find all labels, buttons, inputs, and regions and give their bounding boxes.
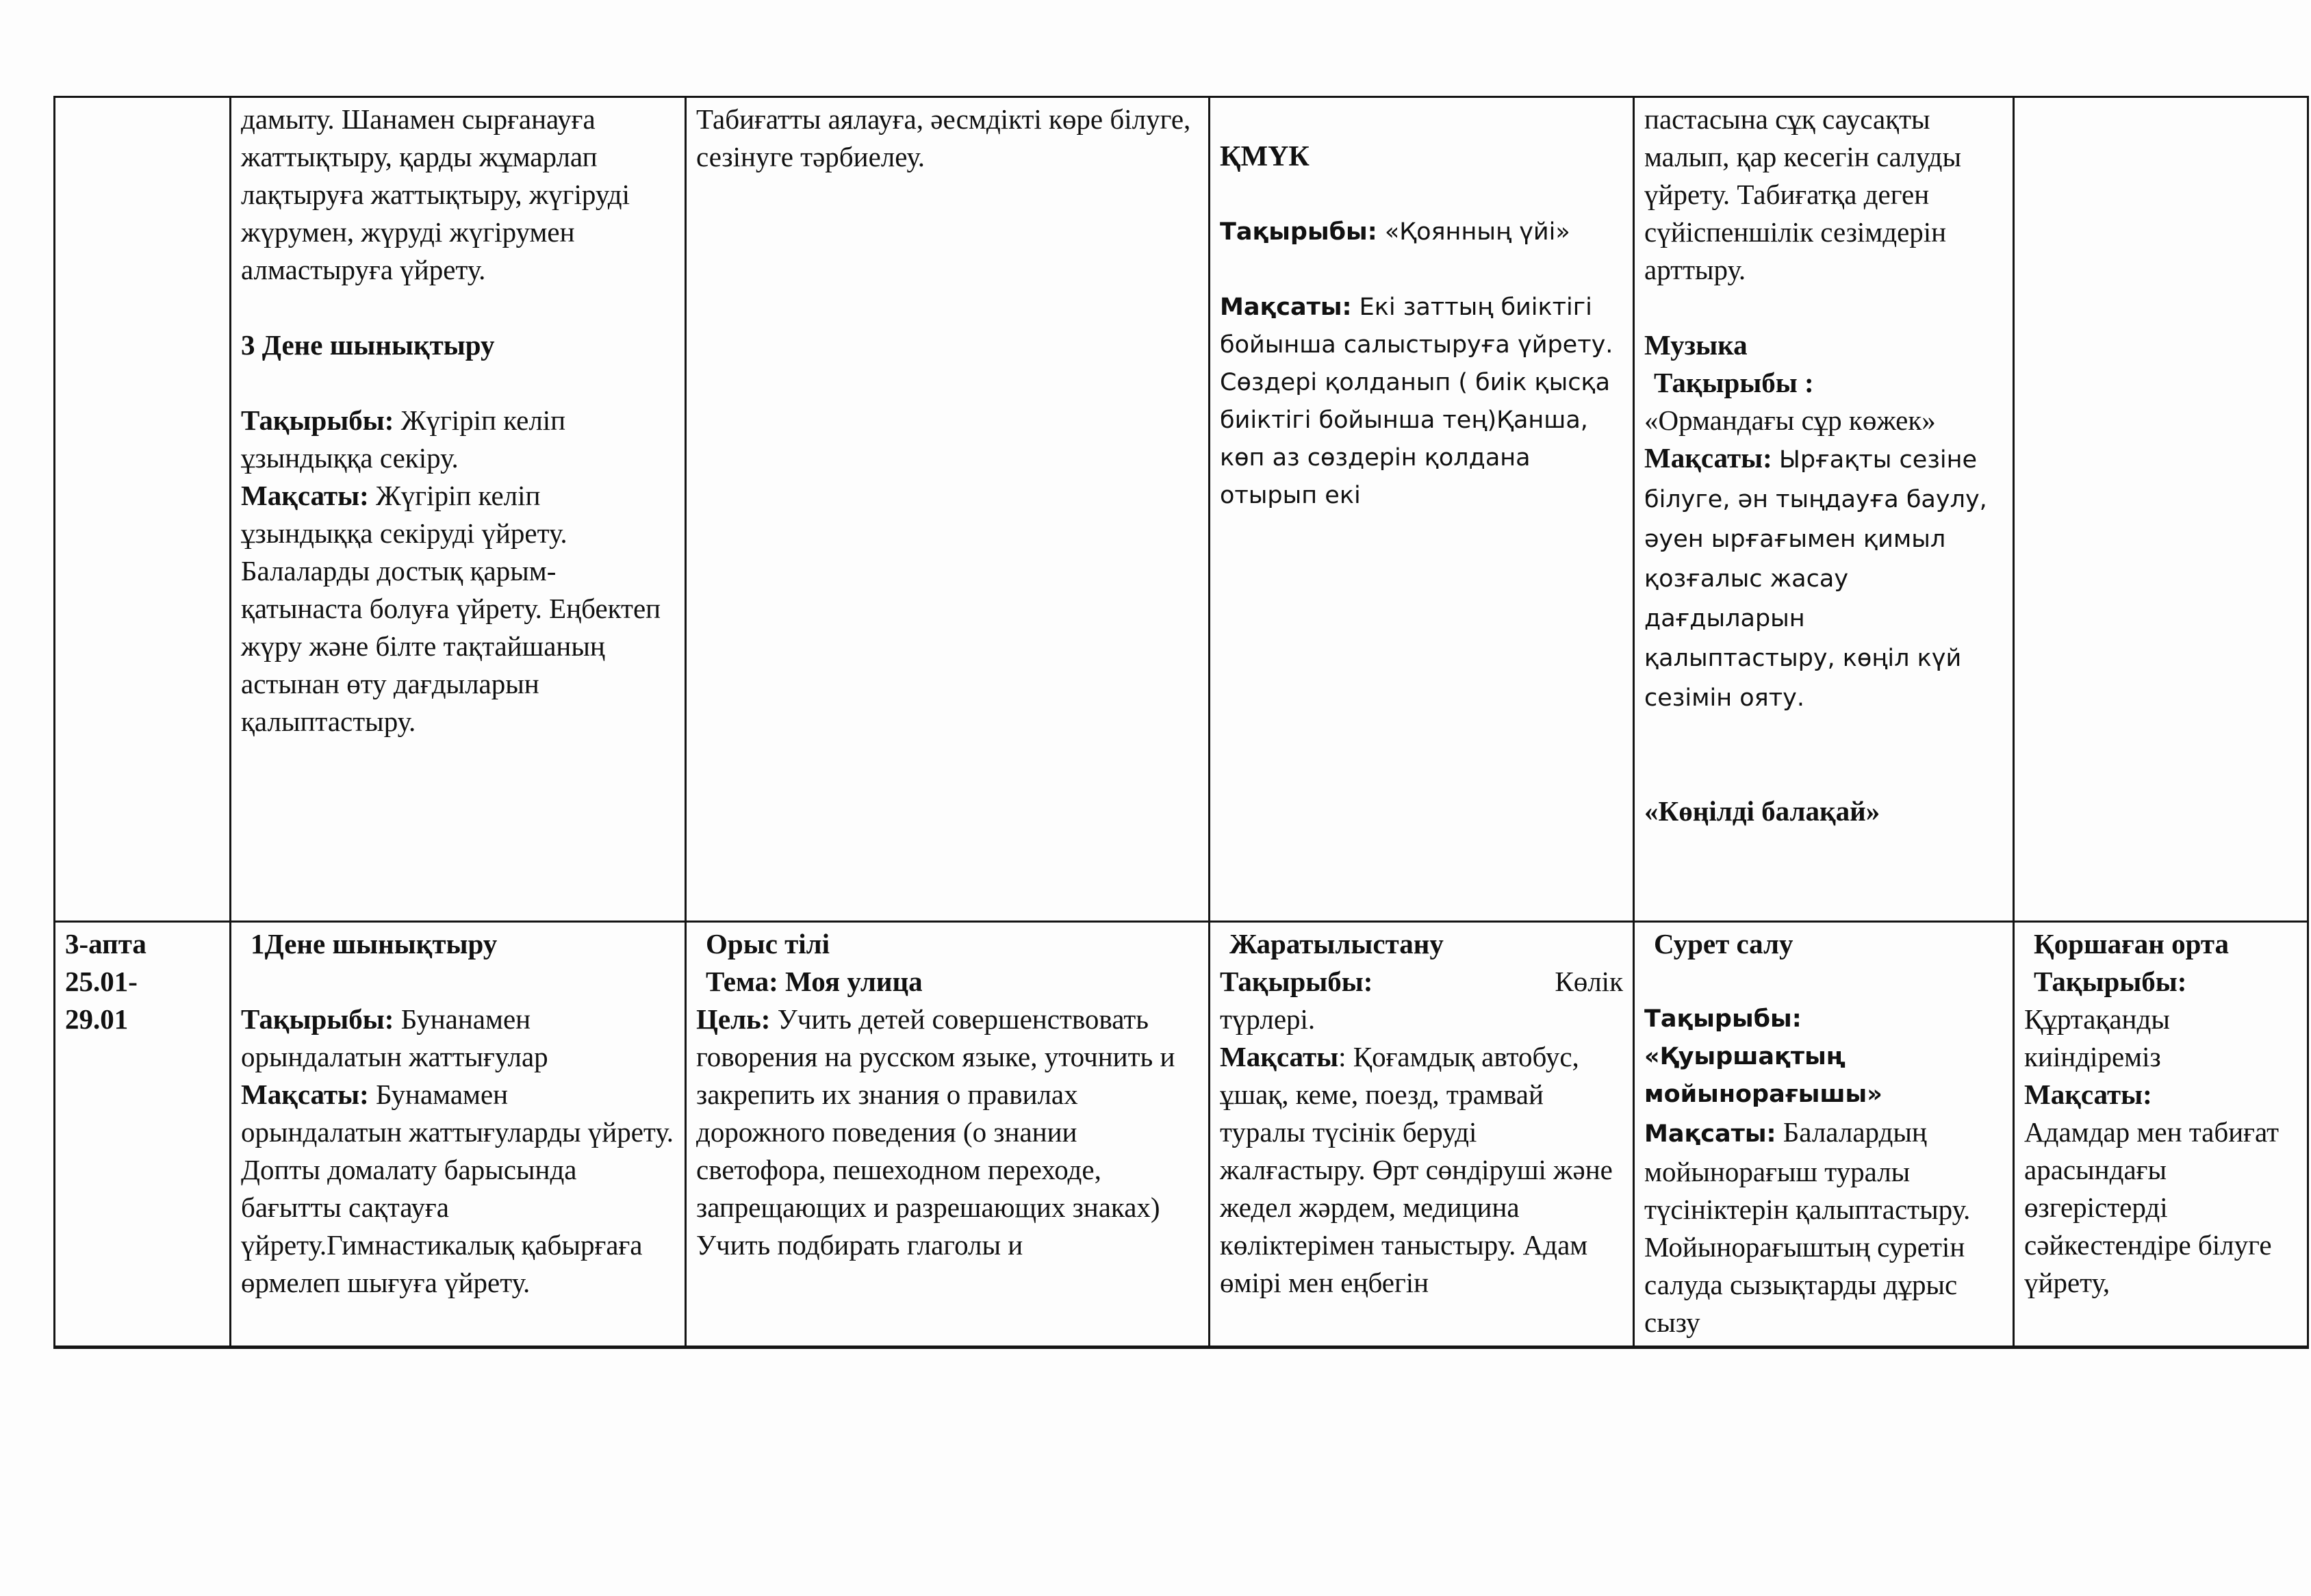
goal-text: Адамдар мен табиғат арасындағы өзгерістерді сәйкестендіре білуге үйрету,	[2024, 1116, 2280, 1298]
goal-label: Мақсаты:	[241, 1079, 369, 1110]
topic-text: Бунанамен орындалатын жаттығулар	[241, 1003, 548, 1072]
topic-label: Тақырыбы:	[1644, 1005, 1802, 1033]
thursday-cell	[1634, 922, 2014, 1348]
lesson-title: Қоршаған орта	[2034, 928, 2230, 960]
topic-label: Тақырыбы :	[1654, 367, 1814, 398]
topic-text: Құртақанды киіндіреміз	[2024, 1003, 2170, 1072]
goal-label: Мақсаты	[1220, 1041, 1339, 1072]
extra-text: Учить подбирать глаголы и	[696, 1229, 1023, 1261]
week-date-end: 29.01	[65, 1003, 129, 1035]
goal-label: Мақсаты:	[1644, 1120, 1776, 1148]
goal-label: Мақсаты:	[241, 480, 369, 511]
cell-intro-text: пастасына сұқ саусақты малып, қар кесегін салуды үйрету. Табиғатқа деген сүйіспеншілік сезімдерін арттыру.	[1644, 103, 1961, 285]
table-row	[55, 97, 2308, 922]
goal-text: Учить детей совершенствовать говорения на русском языке, уточнить и закрепить их знания о правилах дорожного поведения (о знании светофора, пешеходном переходе, запрещающих и разрешающих знаках)	[696, 1003, 1175, 1223]
wednesday-cell	[1210, 97, 1634, 922]
topic-text: «Қуыршақтың мойынорағышы»	[1644, 1043, 1882, 1108]
goal-text: Екі заттың биіктігі бойынша салыстыруға үйрету. Сөздері қолданып ( биік қысқа биіктігі бойынша тең)Қанша, көп аз сөздерін қолдана отырып екі	[1220, 294, 1613, 509]
goal-text: Жүгіріп келіп ұзындыққа секіруді үйрету. Балаларды достық қарым-қатынаста болуға үйрету. Еңбектеп жүру және білте тақтайшаның астынан өту дағдыларын қалыптастыру.	[241, 480, 661, 737]
cell-text: Табиғатты аялауға, әесмдікті көре білуге, сезінуге тәрбиелеу.	[696, 103, 1191, 172]
lesson-title: Музыка	[1644, 329, 1748, 361]
goal-text: Балалардың мойынорағыш туралы түсініктерін қалыптастыру. Мойынорағыштың суретін салуда сызықтарды дұрыс сызу	[1644, 1116, 1971, 1338]
topic-label: Тақырыбы:	[1220, 966, 1373, 997]
lesson-title: 3 Дене шынықтыру	[241, 329, 495, 361]
thursday-cell	[1634, 97, 2014, 922]
week-cell	[55, 97, 231, 922]
topic-text: Көлік	[1555, 966, 1623, 997]
tuesday-cell	[686, 922, 1210, 1348]
week-cell	[55, 922, 231, 1348]
week-date-start: 25.01-	[65, 966, 138, 997]
topic-label: Тақырыбы:	[1220, 218, 1377, 246]
tuesday-cell	[686, 97, 1210, 922]
lesson-title: 1Дене шынықтыру	[251, 928, 498, 960]
goal-text: Ырғақты сезіне білуге, ән тыңдауға баулу, әуен ырғағымен қимыл қозғалыс жасау дағдыларын қалыптастыру, көңіл күй сезімін ояту.	[1644, 446, 1987, 712]
goal-label: Цель:	[696, 1003, 771, 1035]
lesson-title: Орыс тілі	[706, 928, 830, 960]
topic-text: Моя улица	[785, 966, 923, 997]
lesson-plan-table	[53, 96, 2309, 1349]
monday-cell	[231, 922, 686, 1348]
topic-label: Тақырыбы:	[2034, 966, 2187, 997]
topic-label: Тема:	[706, 966, 778, 997]
goal-text: Бунамамен орындалатын жаттығуларды үйрету. Допты домалату барысында бағытты сақтауға үйрету.Гимнастикалық қабырғаға өрмелеп шығуға үйрету.	[241, 1079, 674, 1298]
goal-label: Мақсаты:	[2024, 1079, 2152, 1110]
lesson-title: ҚМҮК	[1220, 141, 1310, 172]
goal-label: Мақсаты:	[1220, 294, 1352, 321]
goal-label: Мақсаты:	[1644, 442, 1772, 474]
topic-label: Тақырыбы:	[241, 1003, 394, 1035]
friday-cell	[2014, 97, 2308, 922]
wednesday-cell	[1210, 922, 1634, 1348]
goal-text: : Қоғамдық автобус, ұшақ, кеме, поезд, трамвай туралы түсінік беруді жалғастыру. Өрт сөндіруші және жедел жәрдем, медицина көліктерімен таныстыру. Адам өмірі мен еңбегін	[1220, 1041, 1613, 1298]
song-title: «Көңілді балақай»	[1644, 795, 1880, 827]
week-label: 3-апта	[65, 928, 146, 960]
lesson-title: Жаратылыстану	[1229, 928, 1444, 960]
cell-intro-text: дамыту. Шанамен сырғанауға жаттықтыру, қарды жұмарлап лақтыруға жаттықтыру, жүгіруді жүрумен, жүруді жүгірумен алмастыруға үйрету.	[241, 103, 630, 285]
topic-text-continued: түрлері.	[1220, 1003, 1316, 1035]
friday-cell	[2014, 922, 2308, 1348]
topic-text: «Қоянның үйі»	[1384, 218, 1570, 246]
topic-text: «Ормандағы сұр көжек»	[1644, 404, 1936, 436]
topic-label: Тақырыбы:	[241, 404, 394, 436]
table-row	[55, 922, 2308, 1348]
monday-cell	[231, 97, 686, 922]
topic-text: Жүгіріп келіп ұзындыққа секіру.	[241, 404, 566, 474]
lesson-title: Сурет салу	[1654, 928, 1793, 960]
